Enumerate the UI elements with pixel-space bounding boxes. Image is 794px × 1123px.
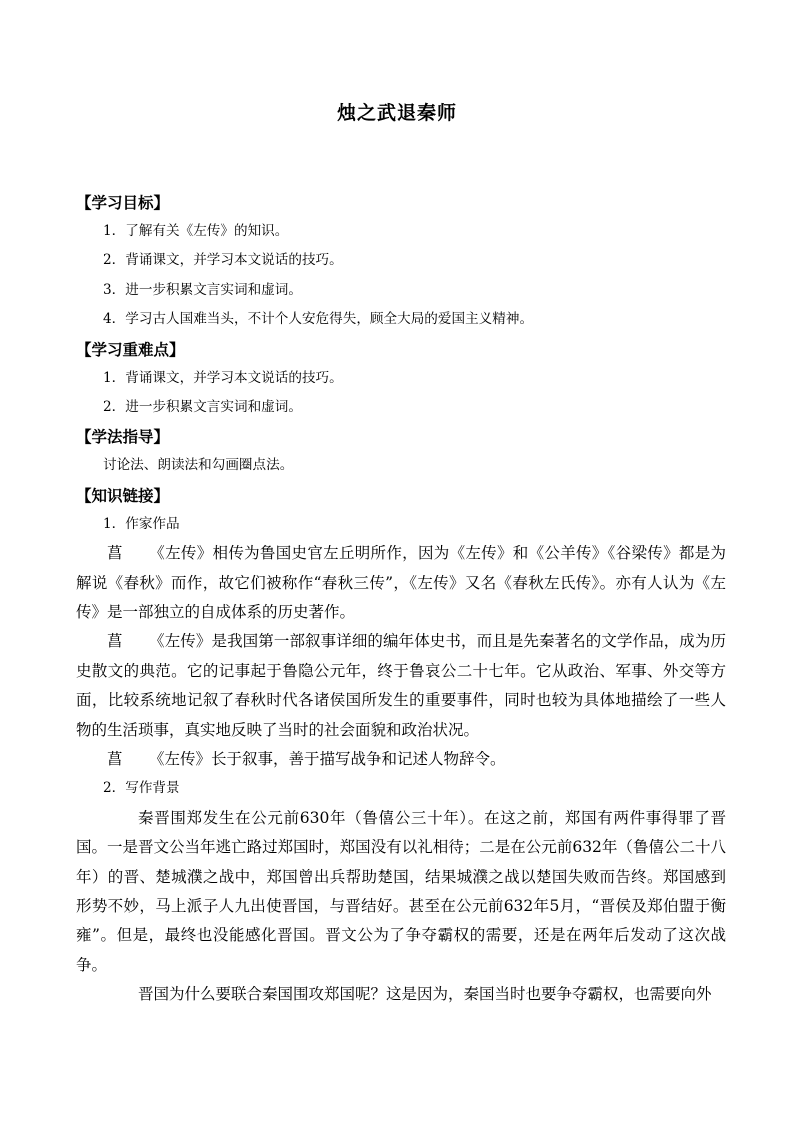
objective-item: 4．学习古人国难当头，不计个人安危得失，顾全大局的爱国主义精神。: [103, 311, 534, 328]
knowledge-paragraph: [76, 539, 726, 627]
paragraph-marker: 菖: [107, 632, 123, 651]
key-point-item: 2．进一步积累文言实词和虚词。: [103, 398, 302, 415]
section-heading-method: 【学法指导】: [76, 427, 170, 447]
section-heading-key-points: 【学习重难点】: [76, 339, 185, 359]
objective-item: 1．了解有关《左传》的知识。: [103, 223, 289, 239]
method-item: 讨论法、朗读法和勾画圈点法。: [103, 457, 294, 474]
section-heading-objectives: 【学习目标】: [76, 193, 170, 212]
subheading-background: 2．写作背景: [103, 780, 180, 797]
paragraph-text: 《左传》相传为鲁国史官左丘明所作，因为《左传》和《公羊传》《谷梁传》都是为解说《春秋》而作，故它们被称作“春秋三传”，《左传》又名《春秋左氏传》。亦有人认为《左传》是一部独立的自成体系的历史著作。: [76, 544, 726, 621]
background-paragraph: 晋国为什么要联合秦国围攻郑国呢？这是因为，秦国当时也要争夺霸权，也需要向外: [138, 985, 712, 1004]
subheading-author-work: 1．作家作品: [103, 515, 180, 532]
paragraph-marker: 菖: [107, 544, 123, 563]
paragraph-marker: 菖: [107, 749, 123, 768]
knowledge-paragraph: [76, 745, 726, 774]
objective-item: 3．进一步积累文言实词和虚词。: [103, 281, 302, 298]
knowledge-paragraph: [76, 627, 726, 745]
document-body: [76, 188, 726, 1010]
paragraph-text: 《左传》是我国第一部叙事详细的编年体史书，而且是先秦著名的文学作品，成为历史散文的典范。它的记事起于鲁隐公元年，终于鲁哀公二十七年。它从政治、军事、外交等方面，比较系统地记叙了春秋时代各诸侯国所发生的重要事件，同时也较为具体地描绘了一些人物的生活琐事，真实地反映了当时的社会面貌和政治状况。: [76, 632, 726, 739]
paragraph-text: 《左传》长于叙事，善于描写战争和记述人物辞令。: [149, 749, 506, 768]
page-title: 烛之武退秦师: [336, 102, 457, 124]
objective-item: 2．背诵课文，并学习本文说话的技巧。: [103, 252, 343, 269]
key-point-item: 1．背诵课文，并学习本文说话的技巧。: [103, 369, 343, 386]
background-paragraph: 秦晋围郑发生在公元前630年（鲁僖公三十年）。在这之前，郑国有两件事得罪了晋国。一是晋文公当年逃亡路过郑国时，郑国没有以礼相待；二是在公元前632年（鲁僖公二十八年）的晋、楚城濮之战中，郑国曾出兵帮助楚国，结果城濮之战以楚国失败而告终。郑国感到形势不妙，马上派子人九出使晋国，与晋结好。甚至在公元前632年5月，“晋侯及郑伯盟于衡雍”。但是，最终也没能感化晋国。晋文公为了争夺霸权的需要，还是在两年后发动了这次战争。: [76, 808, 726, 974]
section-heading-knowledge: 【知识链接】: [76, 485, 170, 505]
